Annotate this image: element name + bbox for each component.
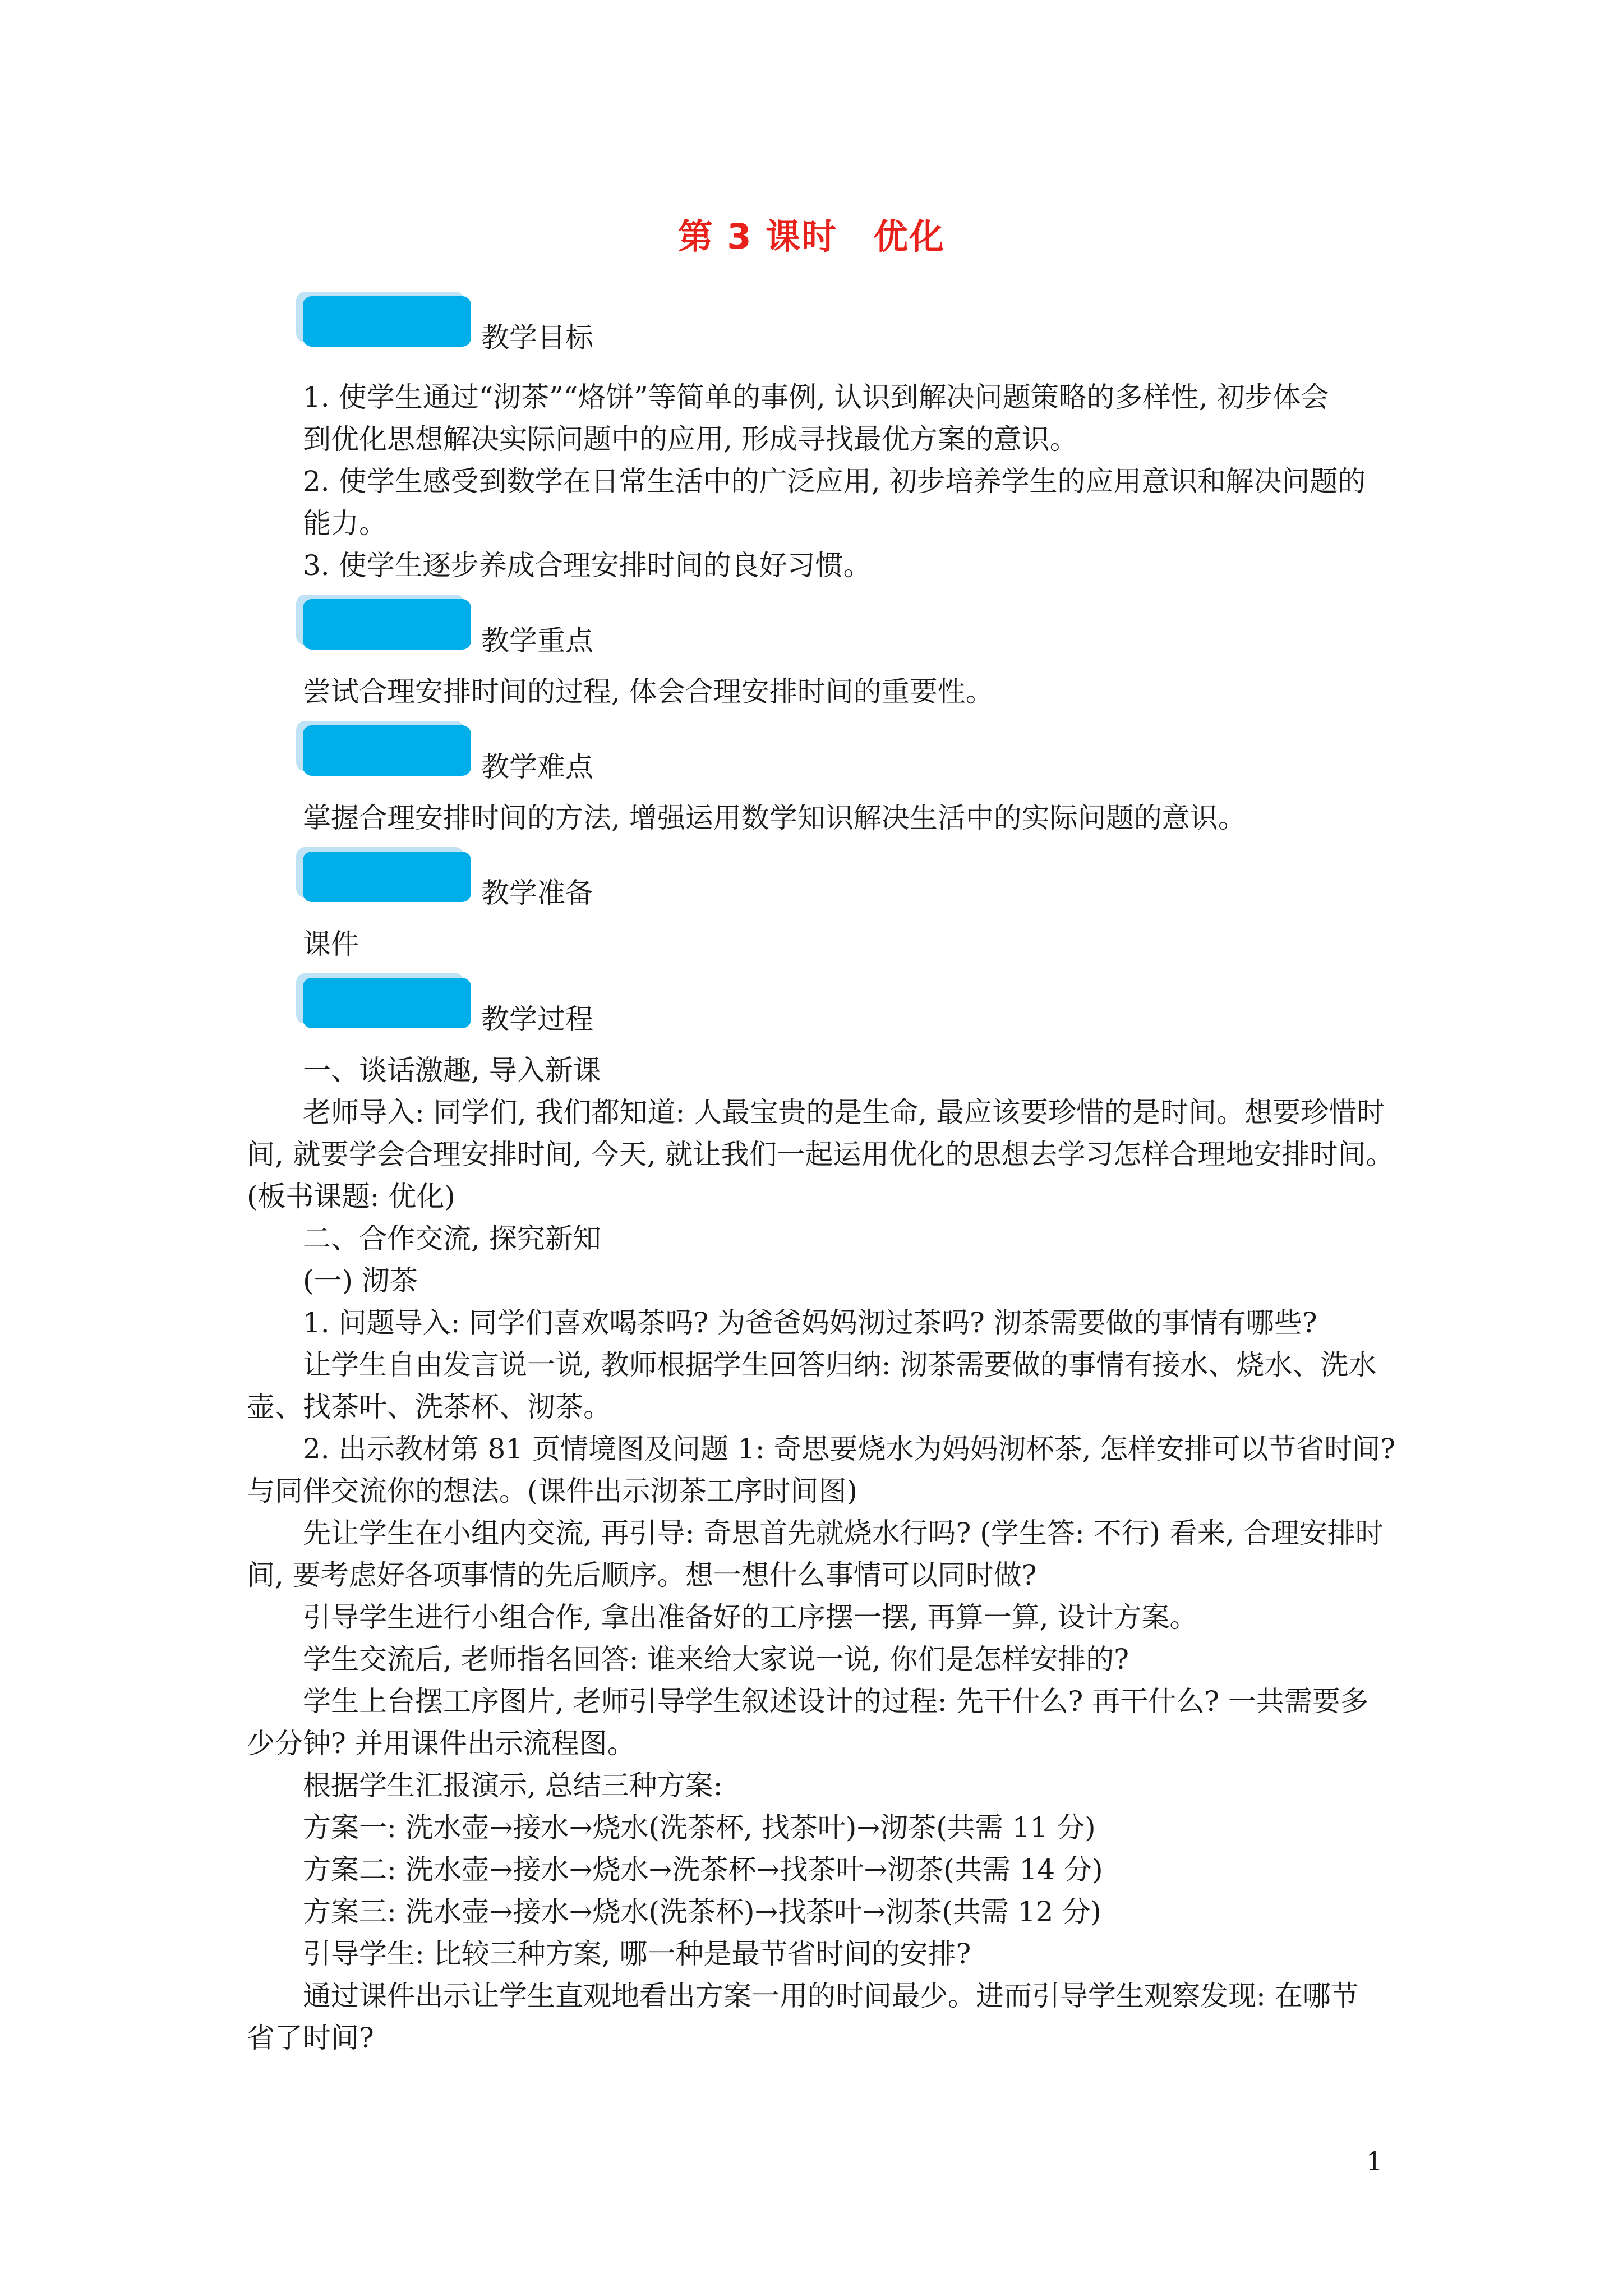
key-points-text: 尝试合理安排时间的过程, 体会合理安排时间的重要性。 <box>303 675 994 708</box>
section-label: 教学准备 <box>481 877 593 909</box>
process-line: 壶、找茶叶、洗茶杯、沏茶。 <box>247 1391 611 1423</box>
section-objectives <box>303 296 751 354</box>
process-line: (一) 沏茶 <box>303 1264 418 1297</box>
section-label: 教学重点 <box>481 624 593 657</box>
section-process <box>303 978 751 1036</box>
process-line: 引导学生进行小组合作, 拿出准备好的工序摆一摆, 再算一算, 设计方案。 <box>303 1601 1198 1634</box>
process-line: (板书课题: 优化) <box>247 1180 455 1213</box>
process-line: 方案一: 洗水壶→接水→烧水(洗茶杯, 找茶叶)→沏茶(共需 11 分) <box>303 1811 1096 1844</box>
process-line: 通过课件出示让学生直观地看出方案一用的时间最少。进而引导学生观察发现: 在哪节 <box>303 1980 1359 2012</box>
process-line: 2. 出示教材第 81 页情境图及问题 1: 奇思要烧水为妈妈沏杯茶, 怎样安排可以节省时间? <box>303 1433 1396 1465</box>
objective-1-line-2: 到优化思想解决实际问题中的应用, 形成寻找最优方案的意识。 <box>303 423 1078 455</box>
objective-2-line-2: 能力。 <box>303 507 387 540</box>
difficulties-text: 掌握合理安排时间的方法, 增强运用数学知识解决生活中的实际问题的意识。 <box>303 802 1246 834</box>
section-tag <box>303 852 471 902</box>
process-line: 间, 要考虑好各项事情的先后顺序。想一想什么事情可以同时做? <box>247 1559 1037 1591</box>
process-line: 让学生自由发言说一说, 教师根据学生回答归纳: 沏茶需要做的事情有接水、烧水、洗水 <box>303 1349 1377 1381</box>
process-line: 学生交流后, 老师指名回答: 谁来给大家说一说, 你们是怎样安排的? <box>303 1643 1129 1676</box>
section-tag <box>303 599 471 650</box>
process-line: 少分钟? 并用课件出示流程图。 <box>247 1727 635 1760</box>
section-tag <box>303 725 471 776</box>
section-label: 教学过程 <box>481 1003 593 1036</box>
process-line: 方案三: 洗水壶→接水→烧水(洗茶杯)→找茶叶→沏茶(共需 12 分) <box>303 1895 1101 1928</box>
process-line: 二、合作交流, 探究新知 <box>303 1222 601 1255</box>
section-preparation <box>303 852 751 909</box>
objective-1-line-1: 1. 使学生通过“沏茶”“烙饼”等简单的事例, 认识到解决问题策略的多样性, 初步体会 <box>303 381 1329 413</box>
section-tag <box>303 978 471 1028</box>
objective-2-line-1: 2. 使学生感受到数学在日常生活中的广泛应用, 初步培养学生的应用意识和解决问题的 <box>303 465 1366 498</box>
section-label: 教学目标 <box>481 321 593 354</box>
process-line: 根据学生汇报演示, 总结三种方案: <box>303 1769 723 1802</box>
preparation-text: 课件 <box>303 928 359 960</box>
page-title: 第 3 课时 优化 <box>677 216 946 257</box>
process-line: 1. 问题导入: 同学们喜欢喝茶吗? 为爸爸妈妈沏过茶吗? 沏茶需要做的事情有哪些? <box>303 1306 1317 1339</box>
process-line: 间, 就要学会合理安排时间, 今天, 就让我们一起运用优化的思想去学习怎样合理地安排时间。 <box>247 1138 1394 1171</box>
process-line: 省了时间? <box>247 2022 374 2054</box>
section-label: 教学难点 <box>481 751 593 783</box>
section-key-points <box>303 599 751 657</box>
section-tag <box>303 296 471 347</box>
process-line: 引导学生: 比较三种方案, 哪一种是最节省时间的安排? <box>303 1938 971 1970</box>
page-number: 1 <box>1366 2146 1383 2177</box>
process-line: 学生上台摆工序图片, 老师引导学生叙述设计的过程: 先干什么? 再干什么? 一共需要多 <box>303 1685 1368 1718</box>
objective-3: 3. 使学生逐步养成合理安排时间的良好习惯。 <box>303 549 872 582</box>
section-difficulties <box>303 725 751 783</box>
process-line: 与同伴交流你的想法。(课件出示沏茶工序时间图) <box>247 1475 858 1507</box>
process-line: 一、谈话激趣, 导入新课 <box>303 1054 601 1087</box>
process-line: 老师导入: 同学们, 我们都知道: 人最宝贵的是生命, 最应该要珍惜的是时间。想要珍惜时 <box>303 1096 1385 1129</box>
process-line: 方案二: 洗水壶→接水→烧水→洗茶杯→找茶叶→沏茶(共需 14 分) <box>303 1853 1103 1886</box>
process-line: 先让学生在小组内交流, 再引导: 奇思首先就烧水行吗? (学生答: 不行) 看来, 合理安排时 <box>303 1517 1384 1549</box>
